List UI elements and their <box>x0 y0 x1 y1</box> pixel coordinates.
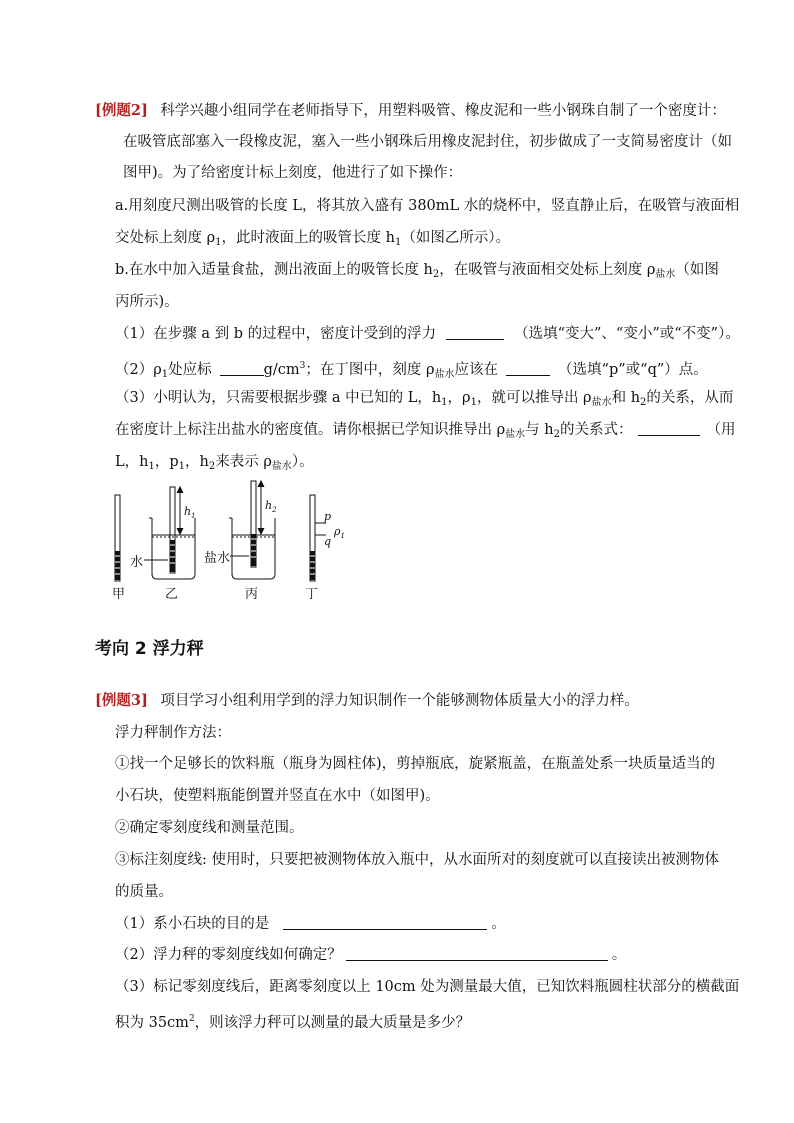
example3-question-2: （2）浮力秤的零刻度线如何确定？ 。 <box>115 947 627 963</box>
answer-blank-e3q2[interactable] <box>346 946 608 961</box>
example3-question-1: （1）系小石块的目的是 。 <box>115 916 506 932</box>
example2-step-a-2: 交处标上刻度 $\rho_1$，此时液面上的吸管长度 $h_1$（如图乙所示）。 <box>115 230 511 248</box>
section-title: 考向 2 浮力秤 <box>95 639 204 659</box>
svg-text:ρ1 <box>333 525 345 540</box>
example2-question-3b: 在密度计上标注出盐水的密度值。请你根据已学知识推导出 $\rho_{盐水}$与 $h_2$的关系式： （用 <box>115 422 736 440</box>
example2-intro: 科学兴趣小组同学在老师指导下，用塑料吸管、橡皮泥和一些小钢珠自制了一个密度计： <box>160 103 726 119</box>
figure-water-label: 水 <box>130 555 144 570</box>
example3-tag: [例题3] <box>95 692 148 709</box>
densimeter-figure <box>100 478 380 603</box>
answer-blank-e3q1[interactable] <box>283 915 487 930</box>
example3-step3b: 的质量。 <box>115 884 173 900</box>
example3-step2: ②确定零刻度线和测量范围。 <box>115 820 304 836</box>
figure-label-bing: 丙 <box>245 587 259 602</box>
figure-rho-label: ρ <box>334 525 341 538</box>
example2-step-b-2: 丙所示)。 <box>115 294 179 310</box>
answer-blank-q1[interactable] <box>446 325 504 340</box>
example2-step-b-1: b.在水中加入适量食盐，测出液面上的吸管长度 $h_2$，在吸管与液面相交处标上刻度 $\rho_{盐水}$（如图 <box>115 262 719 280</box>
example2-p1b: 图甲)。为了给密度计标上刻度，他进行了如下操作： <box>123 165 463 181</box>
figure-label-jia: 甲 <box>112 587 126 602</box>
svg-text:h1 <box>184 505 196 520</box>
example2-question-1: （1）在步骤 a 到 b 的过程中，密度计受到的浮力 （选填“变大”、“变小”或“不变”）。 <box>115 326 740 342</box>
example3-question-3a: （3）标记零刻度线后，距离零刻度以上 10cm 处为测量最大值，已知饮料瓶圆柱状部分的横截面 <box>115 979 740 995</box>
answer-blank-q2a[interactable] <box>220 361 264 376</box>
example3-method: 浮力秤制作方法： <box>115 725 231 741</box>
figure-q-label: q <box>324 535 332 548</box>
svg-text:h2 <box>265 499 277 514</box>
figure-h1-label: h <box>184 505 192 518</box>
figure-jia-tube <box>115 495 120 581</box>
figure-h1-sub: 1 <box>191 512 196 520</box>
figure-bing-beaker <box>229 481 275 579</box>
figure-yi-beaker <box>144 487 195 579</box>
figure-brine-label: 盐水 <box>204 551 231 566</box>
example3-intro: 项目学习小组利用学到的浮力知识制作一个能够测物体质量大小的浮力样。 <box>160 693 639 709</box>
example2-question-3c: L，$h_1$，$p_1$，$h_2$来表示 $\rho_{盐水}$）。 <box>115 454 314 472</box>
example2-first-line <box>95 101 726 121</box>
answer-blank-q3[interactable] <box>638 421 700 436</box>
example3-step3a: ③标注刻度线: 使用时，只要把被测物体放入瓶中，从水面所对的刻度就可以直接读出被测物体 <box>115 852 719 868</box>
figure-rho-sub: 1 <box>340 532 345 540</box>
figure-h2-label: h <box>265 499 273 512</box>
example3-question-3b: 积为 $35cm^2$，则该浮力秤可以测量的最大质量是多少？ <box>115 1014 471 1031</box>
figure-h2-sub: 2 <box>272 506 277 514</box>
example2-question-3a: （3）小明认为，只需要根据步骤 a 中已知的 L，$h_1$，$\rho_1$，就可以推导出 $\rho_{盐水}$和 $h_2$的关系，从而 <box>115 390 734 408</box>
example2-tag: [例题2] <box>95 102 148 119</box>
answer-blank-q2b[interactable] <box>506 361 550 376</box>
example2-question-2: $(2)\rho_1$处应标 $g/cm^3$；在丁图中，刻度 $\rho_{盐水}$应该在 （选填“p”或“q”）点。 <box>115 361 708 380</box>
figure-p-label: p <box>324 510 332 523</box>
example3-first-line <box>95 691 639 711</box>
figure-label-ding: 丁 <box>305 587 319 602</box>
example3-step1a: ①找一个足够长的饮料瓶（瓶身为圆柱体)，剪掉瓶底，旋紧瓶盖，在瓶盖处系一块质量适当的 <box>115 756 716 772</box>
example2-p1a: 在吸管底部塞入一段橡皮泥，塞入一些小钢珠后用橡皮泥封住，初步做成了一支简易密度计（如 <box>123 134 732 150</box>
figure-label-yi: 乙 <box>165 587 179 602</box>
example2-step-a-1: a.用刻度尺测出吸管的长度 L，将其放入盛有 380mL 水的烧杯中，竖直静止后，在吸管与液面相 <box>115 198 740 214</box>
example3-step1b: 小石块，使塑料瓶能倒置并竖直在水中（如图甲)。 <box>115 788 440 804</box>
